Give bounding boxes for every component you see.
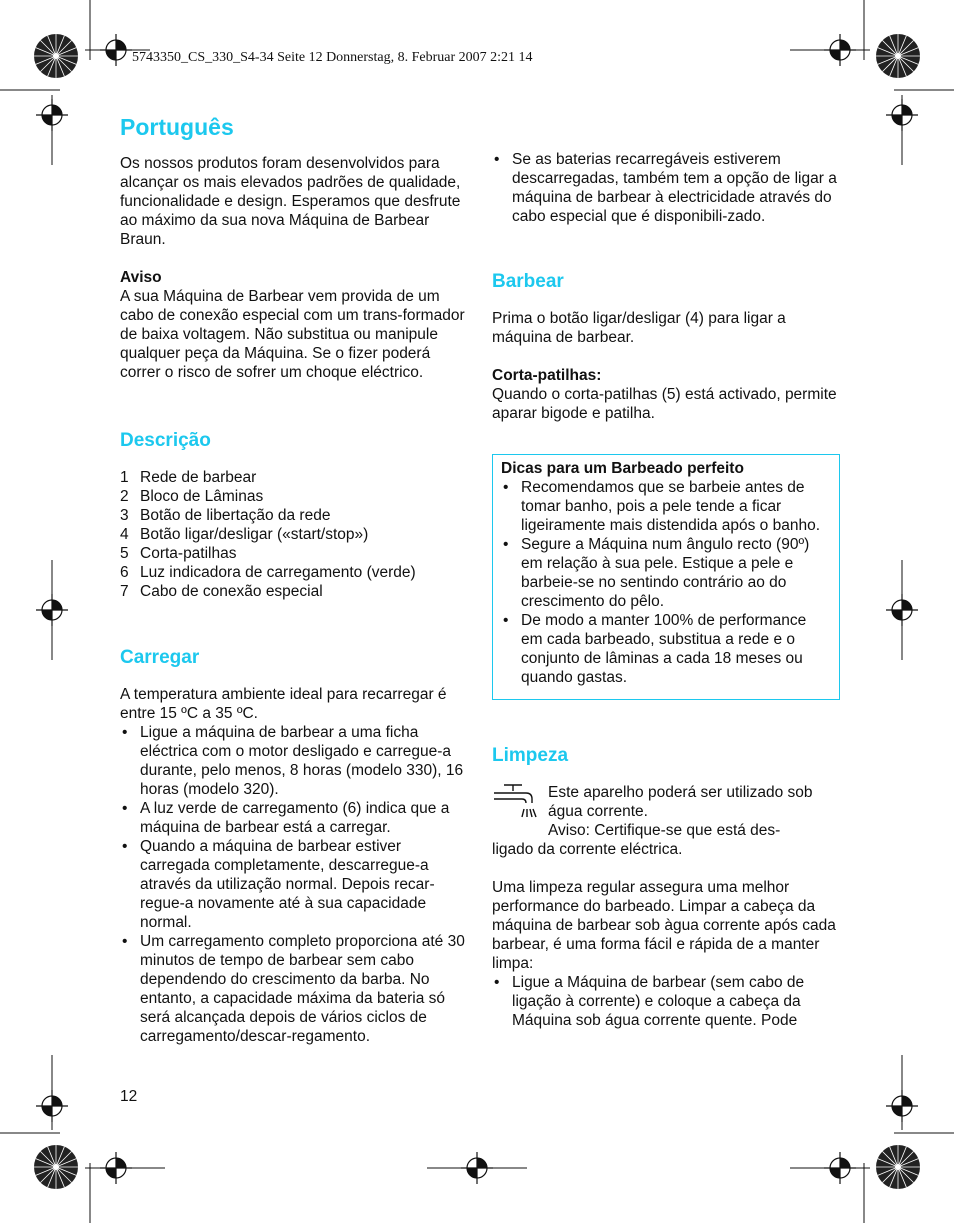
left-column	[120, 114, 470, 1046]
intro-paragraph: Os nossos produtos foram desenvolvidos para alcançar os mais elevados padrões de qualidade, funcionalidade e design. Esperamos que desfrute ao máximo da sua nova Máquina de Barbear Braun.	[120, 155, 461, 248]
cleaning-list	[492, 973, 842, 1030]
trimmer-text: Quando o corta-patilhas (5) está activado, permite aparar bigode e patilha.	[492, 386, 837, 422]
tips-box	[492, 454, 840, 700]
item-label: Luz indicadora de carregamento (verde)	[140, 564, 416, 581]
description-list	[120, 468, 470, 601]
description-heading: Descrição	[120, 430, 211, 451]
item-label: Botão ligar/desligar («start/stop»)	[140, 526, 369, 543]
item-label: Corta-patilhas	[140, 545, 237, 562]
item-number: 5	[120, 545, 129, 562]
cleaning-icon-text: Este aparelho poderá ser utilizado sob água corrente.	[548, 784, 813, 820]
cleaning-warning-continued: ligado da corrente eléctrica.	[492, 841, 683, 858]
print-header: 5743350_CS_330_S4-34 Seite 12 Donnerstag, 8. Februar 2007 2:21 14	[132, 50, 533, 65]
item-label: Cabo de conexão especial	[140, 583, 323, 600]
list-item	[120, 544, 470, 563]
tips-heading: Dicas para um Barbeado perfeito	[501, 460, 744, 477]
list-item: • A luz verde de carregamento (6) indica que a máquina de barbear está a carregar.	[120, 799, 470, 837]
item-number: 7	[120, 583, 129, 600]
charging-continued-list	[492, 150, 842, 226]
charging-heading: Carregar	[120, 647, 200, 668]
list-item	[120, 525, 470, 544]
charging-intro: A temperatura ambiente ideal para recarregar é entre 15 ºC a 35 ºC.	[120, 686, 447, 722]
item-number: 4	[120, 526, 129, 543]
list-item	[120, 582, 470, 601]
cleaning-icon-row	[492, 783, 842, 840]
item-number: 3	[120, 507, 129, 524]
list-item	[120, 563, 470, 582]
list-item: • Quando a máquina de barbear estiver carregada completamente, descarregue-a através da utilização normal. Depois recar-regue-a novamente até à sua capacidade normal.	[120, 837, 470, 932]
cleaning-paragraph: Uma limpeza regular assegura uma melhor performance do barbeado. Limpar a cabeça da máquina de barbear sob àgua corrente após cada barbear, é uma forma fácil e rápida de a manter limpa:	[492, 879, 836, 972]
item-label: Bloco de Lâminas	[140, 488, 264, 505]
list-item: • Segure a Máquina num ângulo recto (90º) em relação à sua pele. Estique a pele e barbeie-se no sentindo contrário ao do crescimento do pêlo.	[501, 535, 829, 611]
page-number: 12	[120, 1088, 138, 1105]
list-item: • Ligue a máquina de barbear a uma ficha eléctrica com o motor desligado e carregue-a durante, pelo menos, 8 horas (modelo 330), 16 horas (modelo 320).	[120, 723, 470, 799]
list-item	[120, 487, 470, 506]
list-item	[120, 468, 470, 487]
warning-heading: Aviso	[120, 269, 162, 286]
shaving-heading: Barbear	[492, 271, 564, 292]
tips-list	[501, 478, 829, 687]
item-number: 1	[120, 469, 129, 486]
shaving-text: Prima o botão ligar/desligar (4) para ligar a máquina de barbear.	[492, 310, 786, 346]
list-item: • Recomendamos que se barbeie antes de tomar banho, pois a pele tende a ficar ligeiramente mais distendida após o banho.	[501, 478, 829, 535]
page-title: Português	[120, 114, 234, 140]
cleaning-warning-text: Aviso: Certifique-se que está des-	[548, 822, 781, 839]
item-label: Rede de barbear	[140, 469, 257, 486]
warning-text: A sua Máquina de Barbear vem provida de um cabo de conexão especial com um trans-formador de baixa voltagem. Não substitua ou manipule qualquer peça da Máquina. Se o fizer poderá correr o risco de sofrer um choque eléctrico.	[120, 288, 465, 381]
item-number: 6	[120, 564, 129, 581]
list-item	[120, 506, 470, 525]
list-item: • Ligue a Máquina de barbear (sem cabo de ligação à corrente) e coloque a cabeça da Máquina sob água corrente quente. Pode	[492, 973, 842, 1030]
item-number: 2	[120, 488, 129, 505]
cleaning-heading: Limpeza	[492, 745, 569, 766]
right-column	[492, 150, 842, 1030]
list-item: • De modo a manter 100% de performance em cada barbeado, substitua a rede e o conjunto de lâminas a cada 18 meses ou quando gastas.	[501, 611, 829, 687]
list-item: • Um carregamento completo proporciona até 30 minutos de tempo de barbear sem cabo dependendo do crescimento da barba. No entanto, a capacidade máxima da bateria só será alcançada depois de vários ciclos de carregamento/descar-regamento.	[120, 932, 470, 1046]
item-label: Botão de libertação da rede	[140, 507, 331, 524]
list-item: • Se as baterias recarregáveis estiverem descarregadas, também tem a opção de ligar a máquina de barbear à electricidade através do cabo especial que é disponibili-zado.	[492, 150, 842, 226]
charging-list	[120, 723, 470, 1046]
water-tap-icon	[492, 783, 548, 827]
trimmer-heading: Corta-patilhas:	[492, 367, 602, 384]
